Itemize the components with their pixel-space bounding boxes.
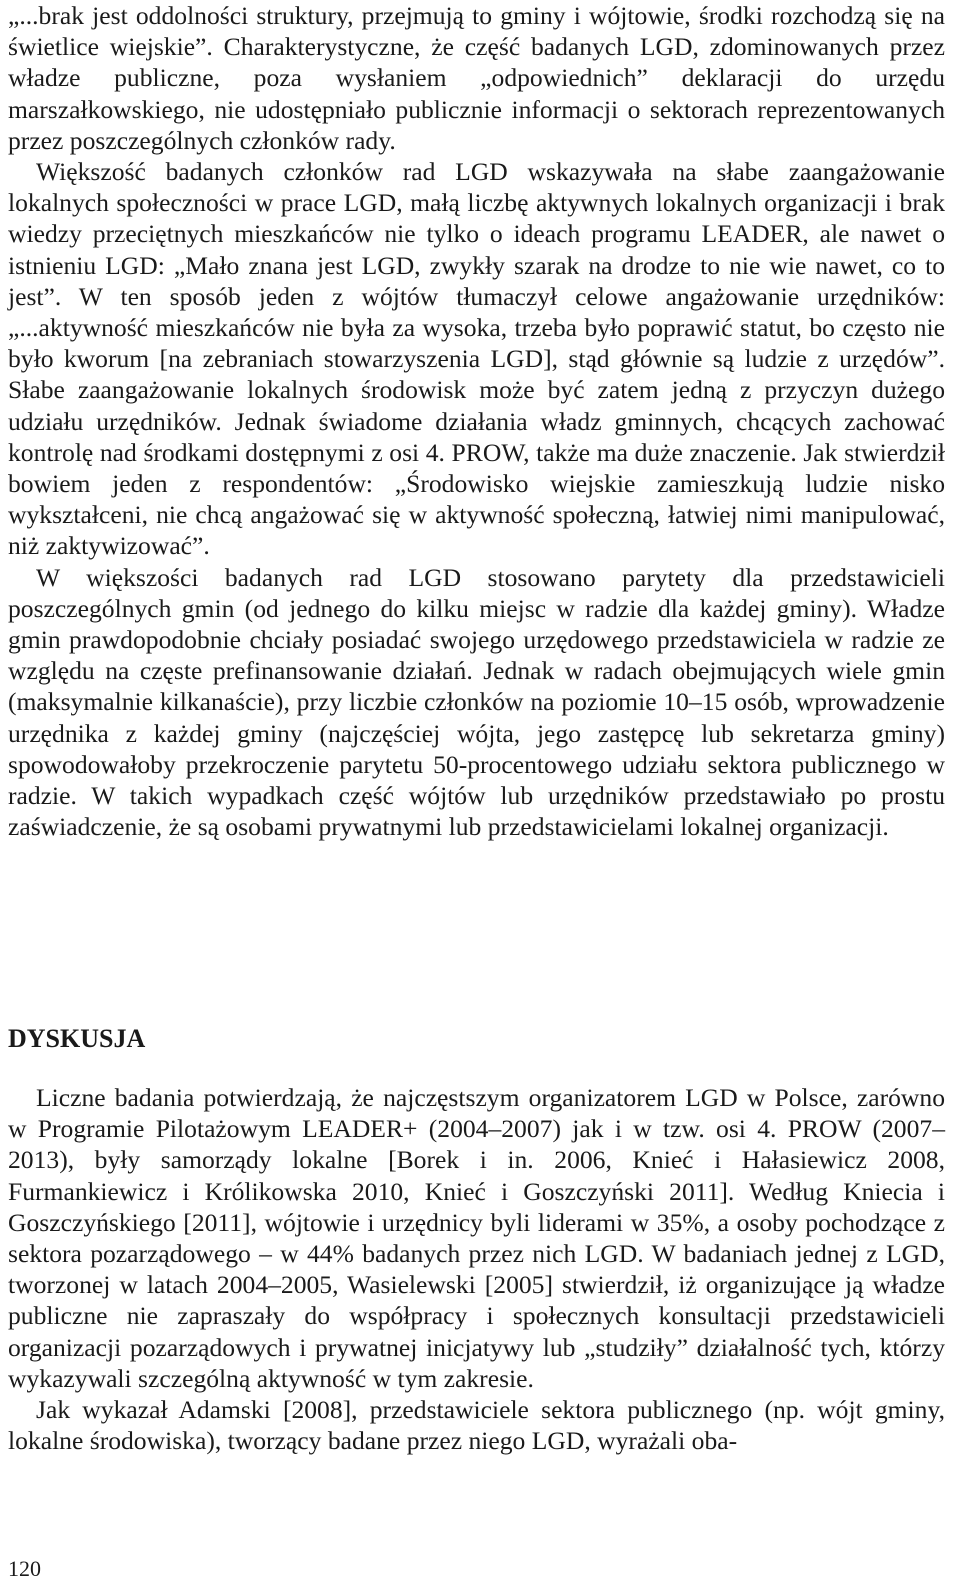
paragraph: Większość badanych członków rad LGD wskazywała na słabe zaangażowanie lokalnych społeczności w prace LGD, małą liczbę aktywnych lokalnych organizacji i brak wiedzy przeciętnych mieszkańców nie tylko o ideach programu LEADER, ale nawet o istnieniu LGD: „Mało znana jest LGD, zwykły szarak na drodze to nie wie nawet, co to jest”. W ten sposób jeden z wójtów tłumaczył celowe angażowanie urzędników: „...aktywność mieszkańców nie była za wysoka, trzeba było poprawić statut, bo często nie było kworum [na zebraniach stowarzyszenia LGD], stąd głównie są ludzie z urzędów”. Słabe zaangażowanie lokalnych środowisk może być zatem jedną z przyczyn dużego udziału urzędników. Jednak świadome działania władz gminnych, chcących zachować kontrolę nad środkami dostępnymi z osi 4. PROW, także ma duże znaczenie. Jak stwierdził bowiem jeden z respondentów: „Środowisko wiejskie zamieszkują ludzie nisko wykształceni, nie chcą angażować się w aktywność społeczną, łatwiej nimi manipulować, niż zaktywizować”. bbox=[8, 157, 945, 561]
paragraph: „...brak jest oddolności struktury, przejmują to gminy i wójtowie, środki rozchodzą się na świetlice wiejskie”. Charakterystyczne, że część badanych LGD, zdominowanych przez władze publiczne, poza wysłaniem „odpowiednich” deklaracji do urzędu marszałkowskiego, nie udostępniało publicznie informacji o sektorach reprezentowanych przez poszczególnych członków rady. bbox=[8, 1, 945, 155]
section-heading: DYSKUSJA bbox=[8, 1024, 146, 1053]
section-body-lower bbox=[8, 1082, 945, 1456]
page-number: 120 bbox=[8, 1556, 41, 1581]
paragraph: Liczne badania potwierdzają, że najczęstszym organizatorem LGD w Polsce, zarówno w Programie Pilotażowym LEADER+ (2004–2007) jak i w tzw. osi 4. PROW (2007–2013), były samorządy lokalne [Borek i in. 2006, Knieć i Hałasiewicz 2008, Furmankiewicz i Królikowska 2010, Knieć i Goszczyński 2011]. Według Kniecia i Goszczyńskiego [2011], wójtowie i urzędnicy byli liderami w 35%, a osoby pochodzące z sektora pozarządowego – w 44% badanych przez nich LGD. W badaniach jednej z LGD, tworzonej w latach 2004–2005, Wasielewski [2005] stwierdził, iż organizujące ją władze publiczne nie zapraszały do współpracy i społecznych konsultacji przedstawicieli organizacji pozarządowych i prywatnej inicjatywy lub „studziły” działalność tych, którzy wykazywali szczególną aktywność w tym zakresie. bbox=[8, 1083, 945, 1393]
paragraph: Jak wykazał Adamski [2008], przedstawiciele sektora publicznego (np. wójt gminy, lokalne środowiska), tworzący badane przez niego LGD, wyrażali oba- bbox=[8, 1395, 945, 1456]
paragraph: W większości badanych rad LGD stosowano parytety dla przedstawicieli poszczególnych gmin (od jednego do kilku miejsc w radzie dla każdej gminy). Władze gmin prawdopodobnie chciały posiadać swojego urzędowego przedstawiciela w radzie ze względu na częste prefinansowanie działań. Jednak w radach obejmujących wiele gmin (maksymalnie kilkanaście), przy liczbie członków na poziomie 10–15 osób, wprowadzenie urzędnika z każdej gminy (najczęściej wójta, jego zastępcę lub sekretarza gminy) spowodowałoby przekroczenie parytetu 50-procentowego udziału sektora publicznego w radzie. W takich wypadkach część wójtów lub urzędników przedstawiało po prostu zaświadczenie, że są osobami prywatnymi lub przedstawicielami lokalnej organizacji. bbox=[8, 562, 945, 842]
section-body-upper bbox=[8, 0, 945, 842]
